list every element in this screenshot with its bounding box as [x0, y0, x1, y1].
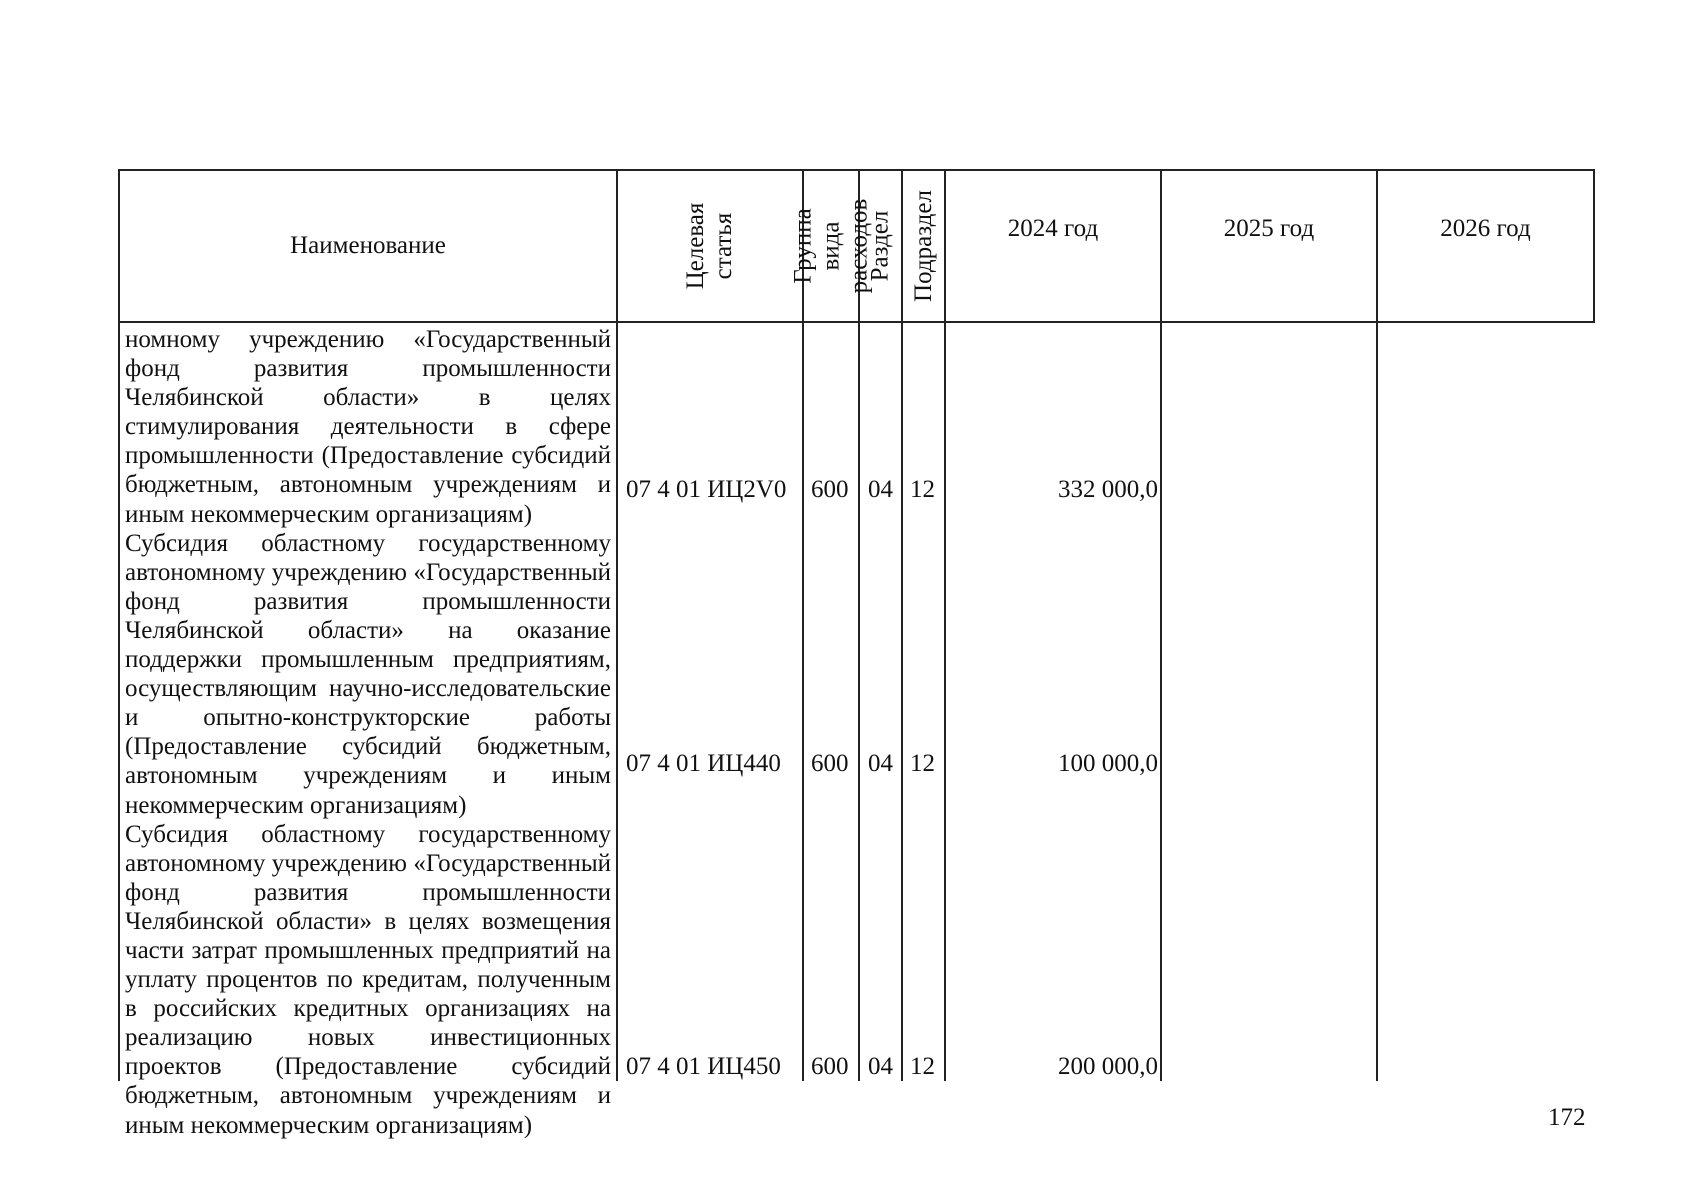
col-border-8: [1593, 169, 1595, 321]
row-3-section: 04: [868, 1053, 893, 1080]
header-2026-label: 2026 год: [1440, 215, 1531, 242]
row-1-section: 04: [868, 476, 893, 503]
header-2025: [1162, 171, 1376, 321]
row-3-group: 600: [811, 1053, 849, 1080]
header-2024-label: 2024 год: [1007, 215, 1099, 242]
row-2-2024: 100 000,0: [1058, 750, 1158, 777]
row-1-2024: 332 000,0: [1058, 476, 1158, 503]
header-2026: [1378, 171, 1593, 321]
page-number: 172: [1548, 1104, 1586, 1131]
header-subsection-label: Подраздел: [909, 190, 937, 302]
header-section: [860, 171, 901, 321]
header-section-label: Раздел: [866, 210, 894, 282]
row-2-target: 07 4 01 ИЦ440: [626, 750, 781, 777]
name-column: [125, 325, 611, 1140]
row-3-2024: 200 000,0: [1058, 1053, 1158, 1080]
row-1-target: 07 4 01 ИЦ2V0: [626, 476, 787, 503]
row-2-group: 600: [811, 750, 849, 777]
row-3-target: 07 4 01 ИЦ450: [626, 1053, 781, 1080]
header-name: [120, 171, 616, 321]
row-2-subsection: 12: [910, 750, 935, 777]
header-subsection: [903, 171, 944, 321]
header-name-label: Наименование: [290, 232, 446, 259]
row-1-name: номному учреждению «Государственный фонд развития промышленности Челябинской области» в целях стимулирования деятельности в сфере промышленности (Предоставление субсидий бюджетным, автономным учреждениям и иным некоммерческим организациям): [125, 326, 611, 528]
row-2-section: 04: [868, 750, 893, 777]
header-target-label: Целевая статья: [682, 202, 737, 290]
header-2024: [946, 171, 1160, 321]
row-1-group: 600: [811, 476, 849, 503]
row-1-subsection: 12: [910, 476, 935, 503]
header-bottom-border: [118, 321, 1595, 323]
header-target: [618, 171, 802, 321]
header-2025-label: 2025 год: [1223, 215, 1315, 242]
row-2-name: Субсидия областному государственному автономному учреждению «Государственный фонд развития промышленности Челябинской области» на оказание поддержки промышленным предприятиям, осуществляющим научно-исследовательские и опытно-конструкторские работы (Предоставление субсидий бюджетным, автономным учреждениям и иным некоммерческим организациям): [125, 529, 611, 819]
header-group-label: Группа вида расходов: [789, 198, 872, 294]
row-3-name: Субсидия областному государственному автономному учреждению «Государственный фонд развития промышленности Челябинской области» в целях возмещения части затрат промышленных предприятий на уплату процентов по кредитам, полученным в российских кредитных организациях на реализацию новых инвестиционных проектов (Предоставление субсидий бюджетным, автономным учреждениям и иным некоммерческим организациям): [125, 820, 611, 1139]
row-3-subsection: 12: [910, 1053, 935, 1080]
header-group: [789, 171, 872, 321]
